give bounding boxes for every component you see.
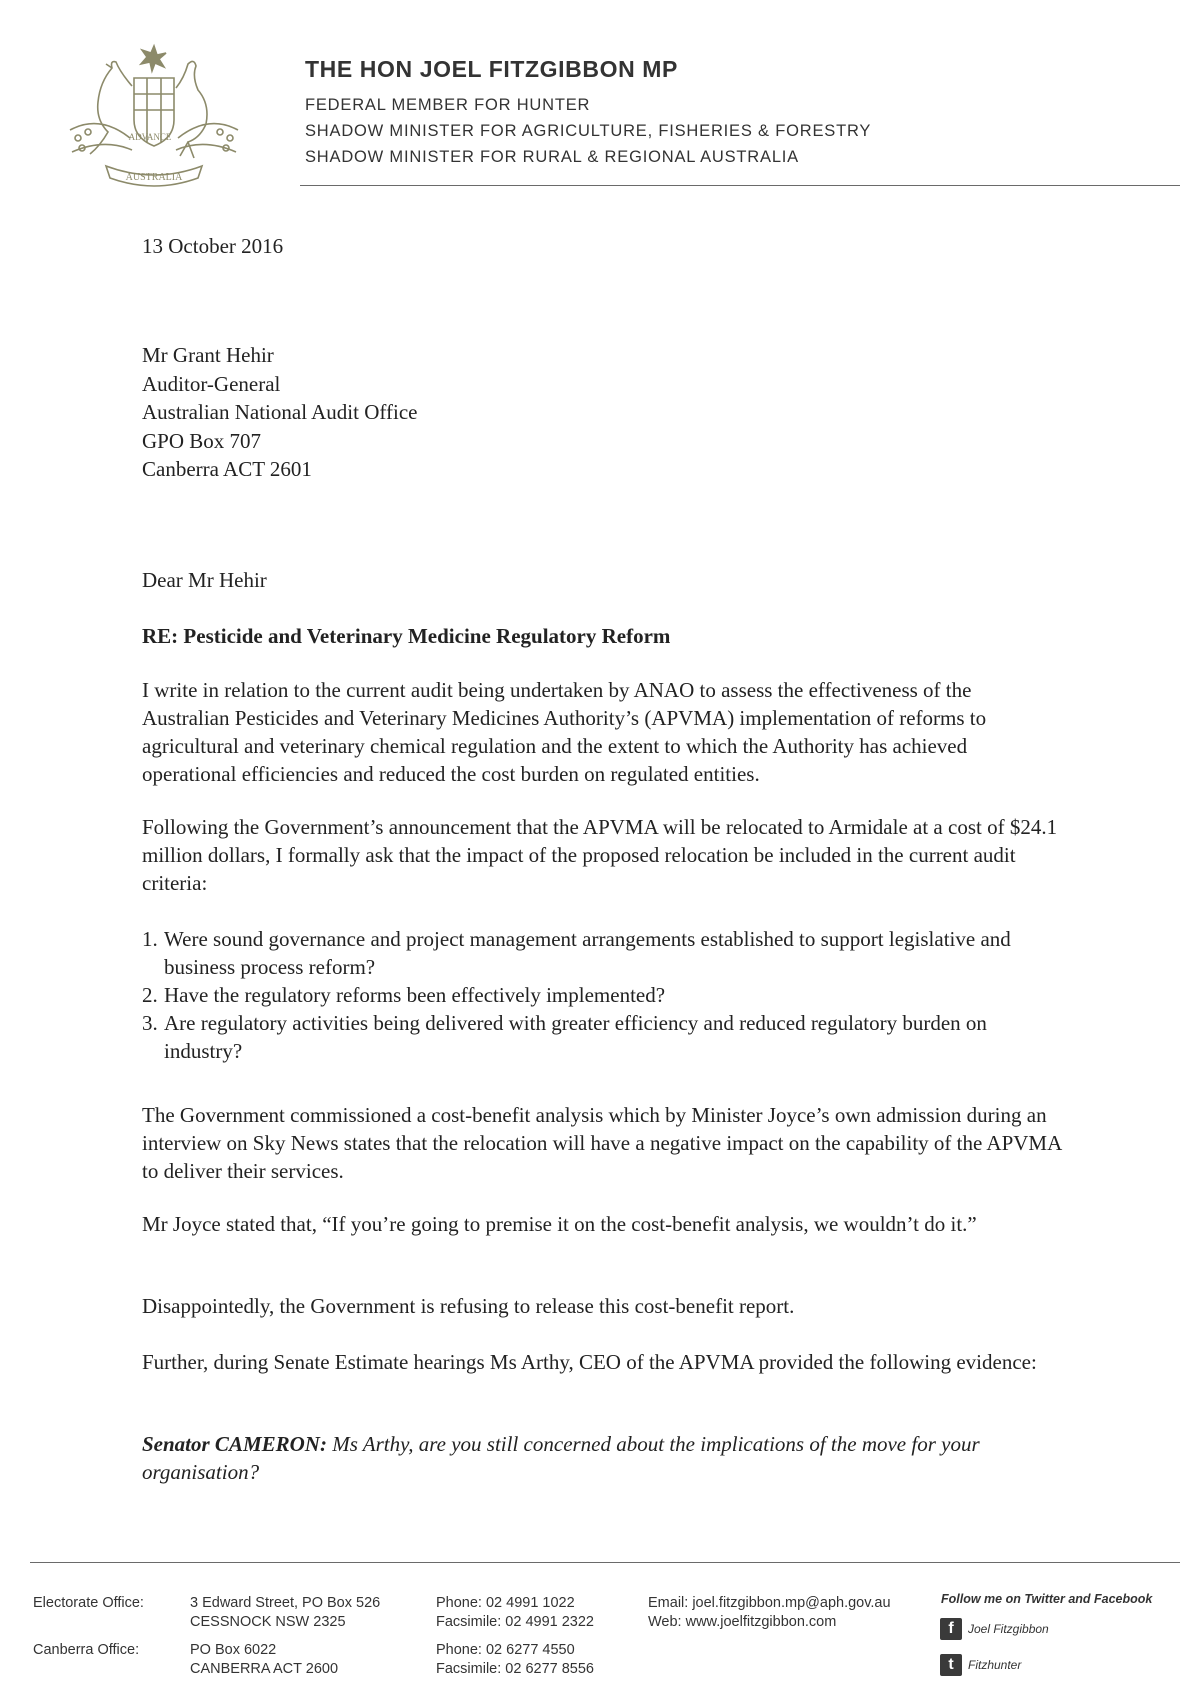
address-line: Auditor-General — [142, 371, 281, 396]
facebook-handle: Joel Fitzgibbon — [968, 1622, 1049, 1636]
list-item — [142, 1009, 1062, 1065]
member-name: THE HON JOEL FITZGIBBON MP — [305, 56, 678, 82]
footer-divider — [30, 1562, 1180, 1563]
canberra-office-address — [190, 1641, 338, 1679]
canberra-office-label: Canberra Office: — [33, 1642, 140, 1658]
facebook-icon: f — [940, 1618, 962, 1640]
salutation: Dear Mr Hehir — [142, 568, 267, 592]
letterhead-line-2: SHADOW MINISTER FOR AGRICULTURE, FISHERIES & FORESTRY — [305, 122, 872, 140]
paragraph-3: The Government commissioned a cost-benefit analysis which by Minister Joyce’s own admission during an interview on Sky News states that the relocation will have a negative impact on the capability of the APVMA to deliver their services. — [142, 1103, 1062, 1183]
address-line: PO Box 6022 — [190, 1642, 277, 1658]
follow-me-label: Follow me on Twitter and Facebook — [941, 1592, 1153, 1606]
canberra-office-contact — [436, 1641, 594, 1679]
address-line: GPO Box 707 — [142, 428, 262, 453]
list-number: 2. — [142, 983, 158, 1007]
address-line: Mr Grant Hehir — [142, 343, 274, 367]
letterhead — [305, 56, 871, 170]
letterhead-line-1: FEDERAL MEMBER FOR HUNTER — [305, 96, 591, 114]
email-address: Email: joel.fitzgibbon.mp@aph.gov.au — [648, 1595, 891, 1611]
paragraph-6: Further, during Senate Estimate hearings Ms Arthy, CEO of the APVMA provided the following evidence: — [142, 1350, 1037, 1374]
list-text: Have the regulatory reforms been effectively implemented? — [164, 983, 666, 1007]
subject-line: RE: Pesticide and Veterinary Medicine Regulatory Reform — [142, 624, 671, 648]
address-line: 3 Edward Street, PO Box 526 — [190, 1595, 381, 1611]
address-line: Australian National Audit Office — [142, 400, 418, 424]
crest-motto-text: ADVANCE — [128, 132, 172, 142]
online-contact — [648, 1594, 891, 1632]
electorate-fax: Facsimile: 02 4991 2322 — [436, 1614, 594, 1630]
list-text: Were sound governance and project management arrangements established to support legislative and business process reform? — [164, 927, 1011, 979]
twitter-icon: t — [940, 1654, 962, 1676]
twitter-handle: Fitzhunter — [968, 1658, 1022, 1672]
electorate-phone: Phone: 02 4991 1022 — [436, 1595, 575, 1611]
electorate-office-label: Electorate Office: — [33, 1595, 144, 1611]
letterhead-line-3: SHADOW MINISTER FOR RURAL & REGIONAL AUSTRALIA — [305, 148, 799, 166]
hearing-quote — [142, 1430, 1062, 1486]
crest-scroll-text: AUSTRALIA — [125, 172, 183, 183]
canberra-fax: Facsimile: 02 6277 8556 — [436, 1661, 594, 1677]
coat-of-arms-logo — [60, 42, 248, 192]
paragraph-1: I write in relation to the current audit being undertaken by ANAO to assess the effectiveness of the Australian Pesticides and Veterinary Medicines Authority’s (APVMA) implementation of reforms to agricultural and veterinary chemical regulation and the extent to which the Authority has achieved operational efficiencies and reduced the cost burden on regulated entities. — [142, 678, 987, 786]
electorate-office-contact — [436, 1594, 594, 1632]
address-line: CESSNOCK NSW 2325 — [190, 1614, 346, 1630]
canberra-phone: Phone: 02 6277 4550 — [436, 1642, 575, 1658]
electorate-office-address — [190, 1594, 380, 1632]
address-line: Canberra ACT 2601 — [142, 457, 312, 481]
list-text: Are regulatory activities being delivered with greater efficiency and reduced regulatory burden on industry? — [164, 1011, 987, 1063]
header-divider — [300, 185, 1180, 186]
paragraph-5: Disappointedly, the Government is refusing to release this cost-benefit report. — [142, 1294, 795, 1318]
address-line: CANBERRA ACT 2600 — [190, 1661, 339, 1677]
quote-speaker: Senator CAMERON: — [142, 1432, 327, 1456]
list-number: 3. — [142, 1011, 158, 1035]
website: Web: www.joelfitzgibbon.com — [648, 1614, 837, 1630]
list-number: 1. — [142, 927, 158, 951]
twitter-link — [940, 1654, 1021, 1676]
recipient-address — [142, 341, 1062, 484]
quote-text: Ms Arthy, are you still concerned about the implications of the move for your organisation? — [142, 1432, 980, 1484]
facebook-link — [940, 1618, 1049, 1640]
paragraph-2: Following the Government’s announcement that the APVMA will be relocated to Armidale at a cost of $24.1 million dollars, I formally ask that the impact of the proposed relocation be included in the current audit criteria: — [142, 815, 1058, 895]
audit-criteria-list — [142, 925, 1062, 1065]
paragraph-4: Mr Joyce stated that, “If you’re going to premise it on the cost-benefit analysis, we wouldn’t do it.” — [142, 1212, 977, 1236]
list-item — [142, 981, 1062, 1009]
list-item — [142, 925, 1062, 981]
letter-date: 13 October 2016 — [142, 234, 284, 258]
